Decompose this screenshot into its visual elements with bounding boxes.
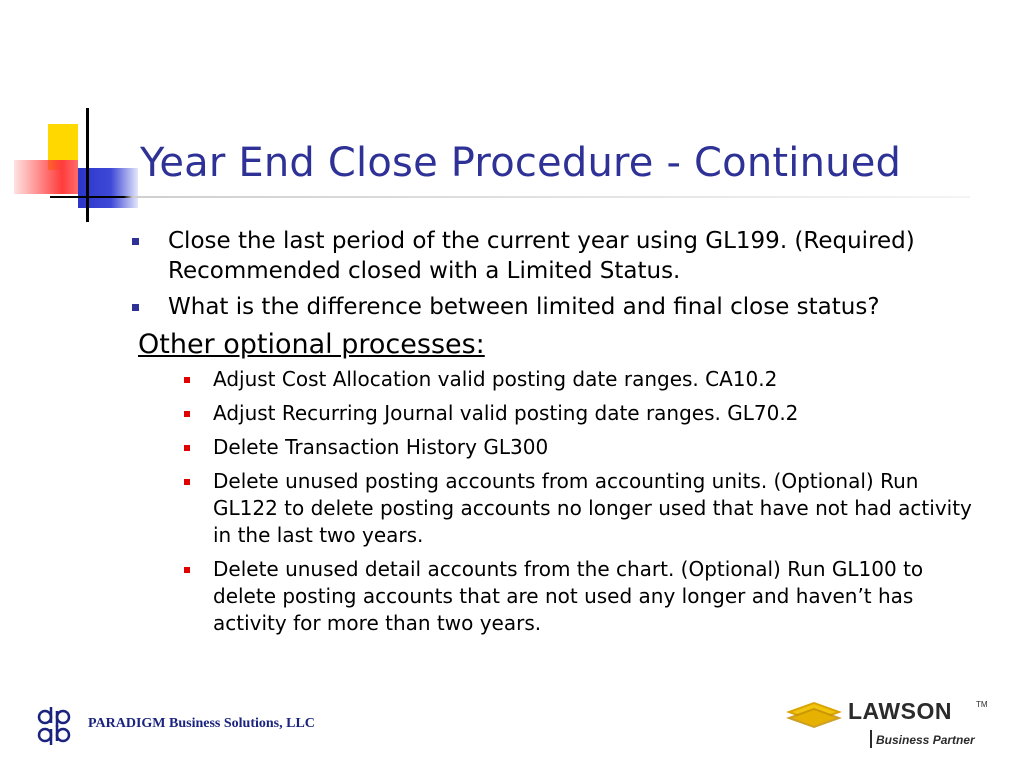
bullet-text: Adjust Recurring Journal valid posting date ranges. GL70.2 (213, 401, 799, 425)
list-item (182, 468, 973, 549)
square-bullet-icon (184, 445, 190, 451)
subheading: Other optional processes: (138, 329, 485, 360)
slide-content (130, 226, 990, 644)
square-bullet-icon (184, 479, 190, 485)
title-underline (50, 196, 970, 198)
decor-vertical-line (86, 108, 89, 222)
partner-divider (870, 730, 872, 748)
bullet-text: Close the last period of the current year using GL199. (Required) Recommended closed with a Limited Status. (168, 228, 915, 284)
trademark-mark: TM (976, 700, 988, 709)
slide-title: Year End Close Procedure - Continued (140, 140, 902, 186)
list-item (182, 400, 973, 427)
bullet-text: Delete unused posting accounts from accounting units. (Optional) Run GL122 to delete posting accounts no longer used that have not had activity in the last two years. (213, 469, 972, 547)
paradigm-logo-icon (32, 704, 76, 748)
business-partner-label: Business Partner (876, 733, 975, 747)
list-item (182, 366, 973, 393)
main-bullet-list (130, 226, 990, 322)
square-bullet-icon (132, 238, 139, 245)
bullet-text: Adjust Cost Allocation valid posting date ranges. CA10.2 (213, 367, 778, 391)
list-item (130, 292, 990, 322)
sub-bullet-list (182, 366, 990, 637)
square-bullet-icon (184, 377, 190, 383)
square-bullet-icon (184, 411, 190, 417)
bullet-text: What is the difference between limited and final close status? (168, 294, 880, 320)
square-bullet-icon (132, 304, 139, 311)
list-item (130, 226, 990, 286)
company-name: PARADIGM Business Solutions, LLC (88, 716, 315, 731)
bullet-text: Delete Transaction History GL300 (213, 435, 549, 459)
bullet-text: Delete unused detail accounts from the chart. (Optional) Run GL100 to delete posting accounts that are not used any longer and haven’t has activity for more than two years. (213, 557, 924, 635)
lawson-wordmark: LAWSON (848, 698, 952, 724)
list-item (182, 556, 973, 637)
lawson-logo-icon (784, 698, 844, 728)
square-bullet-icon (184, 567, 190, 573)
list-item (182, 434, 973, 461)
decor-red-block (14, 160, 78, 194)
